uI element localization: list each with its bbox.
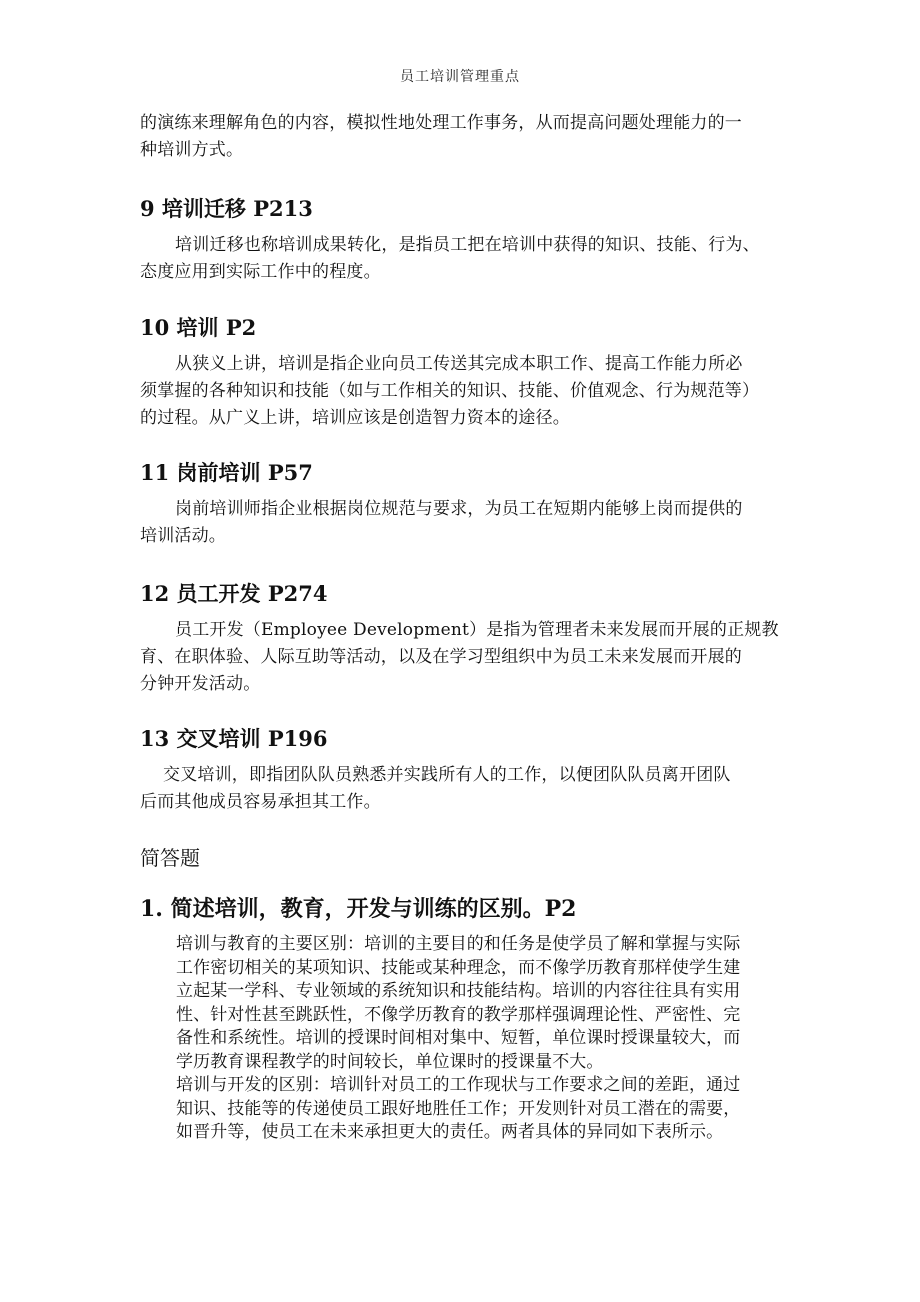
section-line: 分钟开发活动。 bbox=[140, 674, 261, 694]
answer-line: 备性和系统性。培训的授课时间相对集中、短暂，单位课时授课量较大，而 bbox=[176, 1028, 741, 1048]
section-line: 培训迁移也称培训成果转化，是指员工把在培训中获得的知识、技能、行为、 bbox=[175, 235, 760, 255]
answer-line: 学历教育课程教学的时间较长，单位课时的授课量不大。 bbox=[176, 1051, 604, 1072]
answer-line: 性、针对性甚至跳跃性，不像学历教育的教学那样强调理论性、严密性、完 bbox=[176, 1004, 741, 1025]
section-line: 的过程。从广义上讲，培训应该是创造智力资本的途径。 bbox=[140, 408, 570, 428]
section-11 bbox=[140, 458, 790, 550]
answer-line: 培训与教育的主要区别：培训的主要目的和任务是使学员了解和掌握与实际 bbox=[176, 934, 741, 954]
section-10 bbox=[140, 313, 790, 432]
answer-line: 如晋升等，使员工在未来承担更大的责任。两者具体的异同如下表所示。 bbox=[176, 1122, 724, 1142]
page-header: 员工培训管理重点 bbox=[400, 69, 520, 85]
question-heading: 1. 简述培训，教育，开发与训练的区别。P2 bbox=[140, 896, 577, 922]
section-line: 培训活动。 bbox=[140, 526, 226, 546]
answer-line: 培训与开发的区别：培训针对员工的工作现状与工作要求之间的差距，通过 bbox=[176, 1075, 741, 1095]
section-heading: 13 交叉培训 P196 bbox=[140, 726, 328, 751]
answer-line: 立起某一学科、专业领域的系统知识和技能结构。培训的内容往往具有实用 bbox=[176, 981, 741, 1001]
answer-line: 知识、技能等的传递使员工跟好地胜任工作；开发则针对员工潜在的需要， bbox=[176, 1098, 741, 1119]
section-heading: 12 员工开发 P274 bbox=[140, 581, 328, 606]
short-answer-title: 简答题 bbox=[140, 846, 200, 870]
question-1-answer bbox=[176, 933, 796, 1145]
section-line: 须掌握的各种知识和技能（如与工作相关的知识、技能、价值观念、行为规范等） bbox=[140, 381, 760, 401]
intro-paragraph bbox=[140, 110, 790, 164]
section-heading: 10 培训 P2 bbox=[140, 315, 257, 340]
section-heading: 9 培训迁移 P213 bbox=[140, 196, 313, 221]
section-line: 交叉培训，即指团队队员熟悉并实践所有人的工作，以便团队队员离开团队 bbox=[163, 765, 731, 785]
section-line: 态度应用到实际工作中的程度。 bbox=[140, 262, 381, 282]
question-1 bbox=[140, 893, 790, 925]
short-answer-section bbox=[140, 843, 790, 873]
section-12 bbox=[140, 579, 790, 698]
section-9 bbox=[140, 194, 790, 286]
section-line: 后而其他成员容易承担其工作。 bbox=[140, 792, 381, 812]
section-line: 从狭义上讲，培训是指企业向员工传送其完成本职工作、提高工作能力所必 bbox=[175, 354, 743, 374]
section-line: 育、在职体验、人际互助等活动，以及在学习型组织中为员工未来发展而开展的 bbox=[140, 647, 742, 667]
section-line: 员工开发（Employee Development）是指为管理者未来发展而开展的正规教 bbox=[175, 620, 779, 640]
answer-line: 工作密切相关的某项知识、技能或某种理念，而不像学历教育那样使学生建 bbox=[176, 957, 741, 978]
intro-line: 种培训方式。 bbox=[140, 140, 244, 160]
intro-line: 的演练来理解角色的内容，模拟性地处理工作事务，从而提高问题处理能力的一 bbox=[140, 113, 742, 133]
section-line: 岗前培训师指企业根据岗位规范与要求，为员工在短期内能够上岗而提供的 bbox=[175, 499, 743, 519]
section-13 bbox=[140, 724, 790, 816]
section-heading: 11 岗前培训 P57 bbox=[140, 460, 313, 485]
